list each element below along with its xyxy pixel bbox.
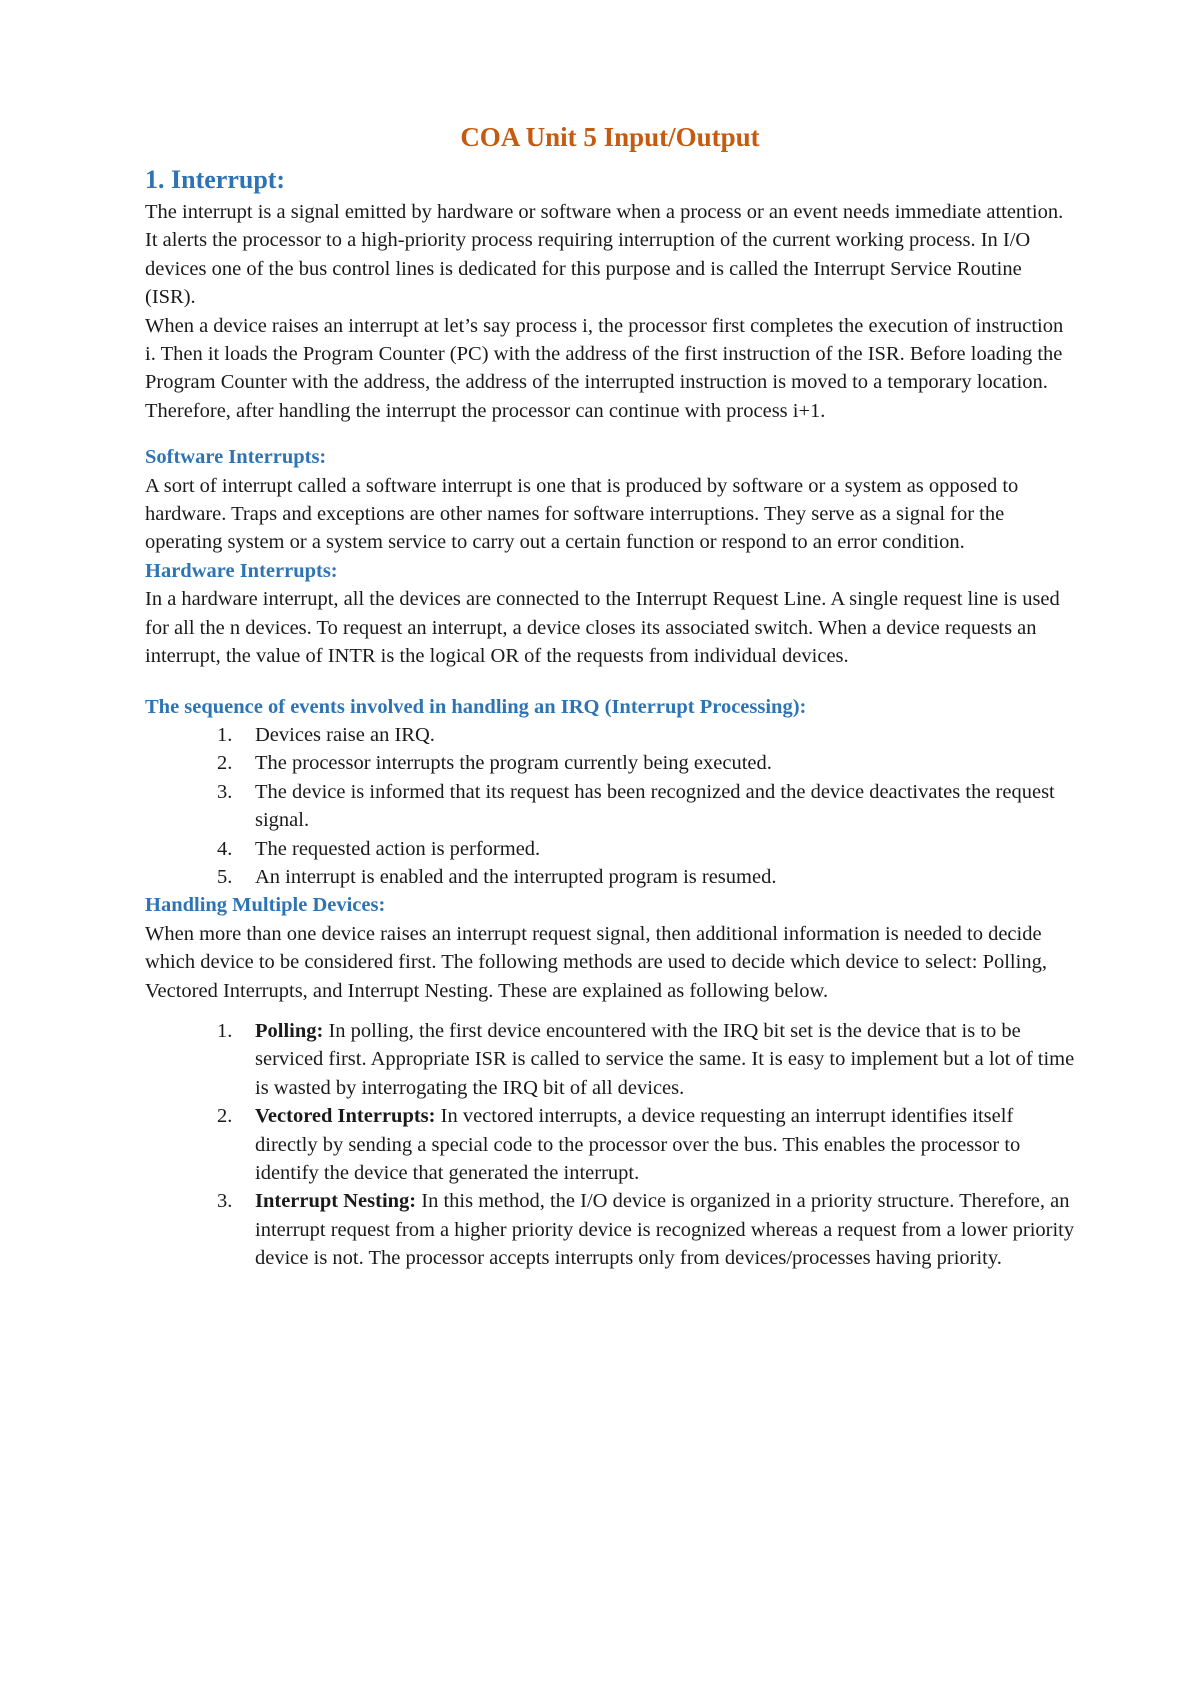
list-item-text: An interrupt is enabled and the interrupted program is resumed. (255, 865, 777, 888)
list-item (145, 778, 1075, 835)
list-item-text: Devices raise an IRQ. (255, 723, 435, 746)
term-interrupt-nesting: Interrupt Nesting: (255, 1190, 417, 1213)
document-page (145, 108, 1075, 1273)
list-item (145, 721, 1075, 749)
term-polling: Polling: (255, 1019, 324, 1042)
list-number: 2. (217, 752, 233, 775)
heading-hardware-interrupts: Hardware Interrupts: (145, 559, 338, 582)
list-number: 2. (217, 1105, 233, 1128)
heading-irq-sequence: The sequence of events involved in handling an IRQ (Interrupt Processing): (145, 695, 807, 718)
list-number: 1. (217, 1019, 233, 1042)
list-item-text: The requested action is performed. (255, 837, 541, 860)
list-number: 5. (217, 865, 233, 888)
list-item-polling (145, 1017, 1075, 1102)
hardware-interrupts-paragraph: In a hardware interrupt, all the devices are connected to the Interrupt Request Line. A single request line is used for all the n devices. To request an interrupt, a device closes its associated switch. When a device requests an interrupt, the value of INTR is the logical OR of the requests from individual devices. (145, 588, 1060, 668)
list-item-text: The device is informed that its request has been recognized and the device deactivates the request signal. (255, 780, 1055, 832)
list-item-interrupt-nesting (145, 1187, 1075, 1272)
methods-list (145, 1017, 1075, 1273)
list-number: 3. (217, 780, 233, 803)
section-heading-interrupt: 1. Interrupt: (145, 165, 286, 194)
list-item-text: In this method, the I/O device is organized in a priority structure. Therefore, an interrupt request from a higher priority device is recognized whereas a request from a lower priority device is not. The processor accepts interrupts only from devices/processes having priority. (255, 1190, 1075, 1270)
list-item-text: The processor interrupts the program currently being executed. (255, 752, 772, 775)
list-item (145, 835, 1075, 863)
interrupt-paragraph-1: The interrupt is a signal emitted by hardware or software when a process or an event needs immediate attention. It alerts the processor to a high-priority process requiring interruption of the current working process. In I/O devices one of the bus control lines is dedicated for this purpose and is called the Interrupt Service Routine (ISR). (145, 201, 1064, 309)
software-interrupts-paragraph: A sort of interrupt called a software interrupt is one that is produced by software or a system as opposed to hardware. Traps and exceptions are other names for software interruptions. They serve as a signal for the operating system or a system service to carry out a certain function or respond to an error condition. (145, 474, 1019, 554)
heading-software-interrupts: Software Interrupts: (145, 446, 327, 469)
document-title: COA Unit 5 Input/Output (460, 122, 760, 152)
list-item (145, 749, 1075, 777)
list-item-vectored-interrupts (145, 1102, 1075, 1187)
interrupt-paragraph-2: When a device raises an interrupt at let’s say process i, the processor first completes the execution of instruction i. Then it loads the Program Counter (PC) with the address of the first instruction of the ISR. Before loading the Program Counter with the address, the address of the interrupted instruction is moved to a temporary location. Therefore, after handling the interrupt the processor can continue with process i+1. (145, 314, 1064, 422)
list-item (145, 863, 1075, 891)
list-item-text: In vectored interrupts, a device requesting an interrupt identifies itself directly by sending a special code to the processor over the bus. This enables the processor to identify the device that generated the interrupt. (255, 1105, 1021, 1184)
multiple-devices-paragraph: When more than one device raises an interrupt request signal, then additional information is needed to decide which device to be considered first. The following methods are used to decide which device to select: Polling, Vectored Interrupts, and Interrupt Nesting. These are explained as following below. (145, 922, 1047, 1002)
irq-sequence-list (145, 721, 1075, 891)
heading-handling-multiple-devices: Handling Multiple Devices: (145, 894, 386, 917)
list-number: 3. (217, 1190, 233, 1213)
list-item-text: In polling, the first device encountered with the IRQ bit set is the device that is to be serviced first. Appropriate ISR is called to service the same. It is easy to implement but a lot of time is wasted by interrogating the IRQ bit of all devices. (255, 1019, 1075, 1099)
term-vectored-interrupts: Vectored Interrupts: (255, 1105, 436, 1128)
list-number: 4. (217, 837, 233, 860)
list-number: 1. (217, 723, 233, 746)
